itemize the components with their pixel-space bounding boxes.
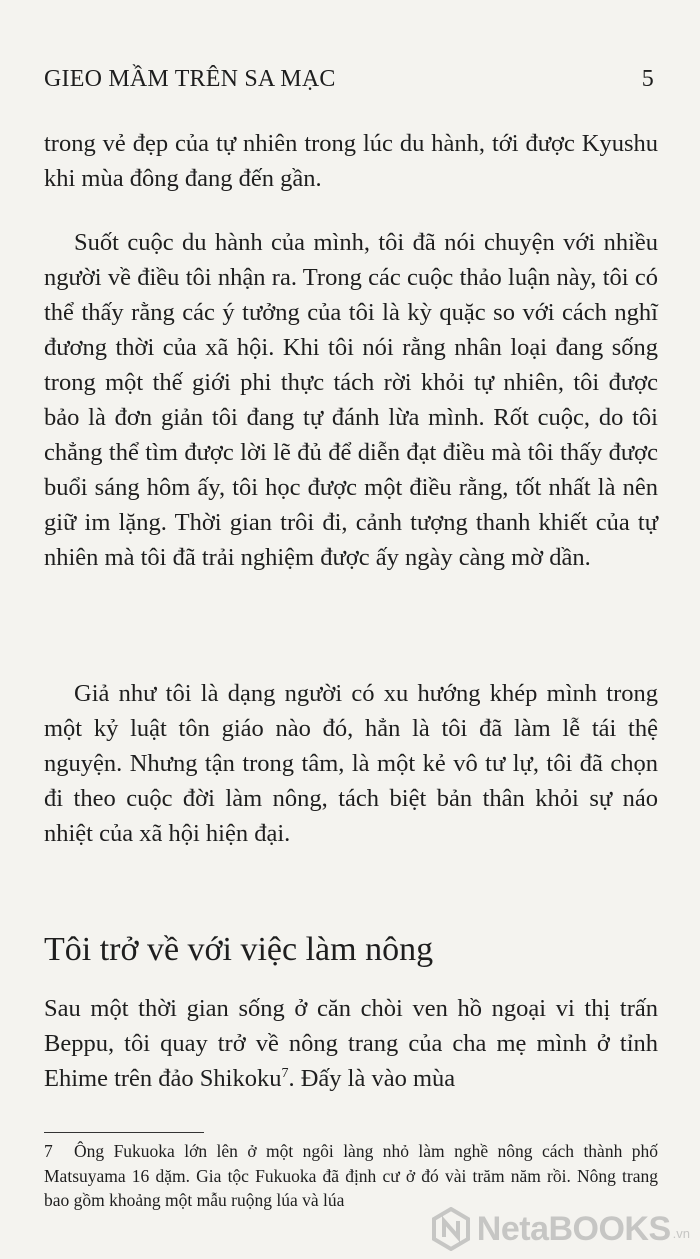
body-paragraph-3 [44,676,658,851]
body-paragraph-4 [44,991,658,1096]
watermark-brand: NetaBOOKS [476,1209,671,1248]
paragraph-text-part: Sau một thời gian sống ở căn chòi ven hồ ngoại vi thị trấn Beppu, tôi quay trở về nông trang của cha mẹ mình ở tỉnh Ehime trên đảo Shikoku [44,995,658,1092]
footnote-divider [44,1132,204,1133]
body-paragraph-1 [44,126,658,196]
footnote-text: Ông Fukuoka lớn lên ở một ngôi làng nhỏ làm nghề nông cách thành phố Matsuyama 16 dặm. Gia tộc Fukuoka đã định cư ở đó vài trăm năm rồi. Nông trang bao gồm khoảng một mẫu ruộng lúa và lúa [44,1141,658,1210]
section-heading: Tôi trở về với việc làm nông [44,931,434,968]
paragraph-text: trong vẻ đẹp của tự nhiên trong lúc du hành, tới được Kyushu khi mùa đông đang đến gần. [44,130,658,192]
watermark [431,1207,690,1251]
footnote-reference[interactable]: 7 [281,1065,289,1081]
paragraph-text: Giả như tôi là dạng người có xu hướng khép mình trong một kỷ luật tôn giáo nào đó, hẳn là tôi đã làm lễ tái thệ nguyện. Nhưng tận trong tâm, là một kẻ vô tư lự, tôi đã chọn đi theo cuộc đời làm nông, tách biệt bản thân khỏi sự náo nhiệt của xã hội hiện đại. [44,680,658,847]
running-header [44,66,656,100]
paragraph-text: Suốt cuộc du hành của mình, tôi đã nói chuyện với nhiều người về điều tôi nhận ra. Trong các cuộc thảo luận này, tôi có thể thấy rằng các ý tưởng của tôi là kỳ quặc so với cách nghĩ đương thời của xã hội. Khi tôi nói rằng nhân loại đang sống trong một thế giới phi thực tách rời khỏi tự nhiên, tôi được bảo là đơn giản tôi đang tự đánh lừa mình. Rốt cuộc, do tôi chẳng thể tìm được lời lẽ đủ để diễn đạt điều mà tôi thấy được buổi sáng hôm ấy, tôi học được một điều rằng, tốt nhất là nên giữ im lặng. Thời gian trôi đi, cảnh tượng thanh khiết của tự nhiên mà tôi đã trải nghiệm được ấy ngày càng mờ dần. [44,229,658,571]
watermark-suffix: .vn [672,1226,690,1241]
page-number: 5 [641,66,654,92]
paragraph-text-part: . Đấy là vào mùa [288,1065,456,1092]
body-paragraph-2 [44,225,658,575]
footnote-number: 7 [44,1141,53,1161]
paragraph-text [44,991,658,1096]
footnote [44,1139,658,1213]
netabooks-logo-icon [431,1207,471,1251]
book-title: GIEO MẦM TRÊN SA MẠC [44,66,336,92]
